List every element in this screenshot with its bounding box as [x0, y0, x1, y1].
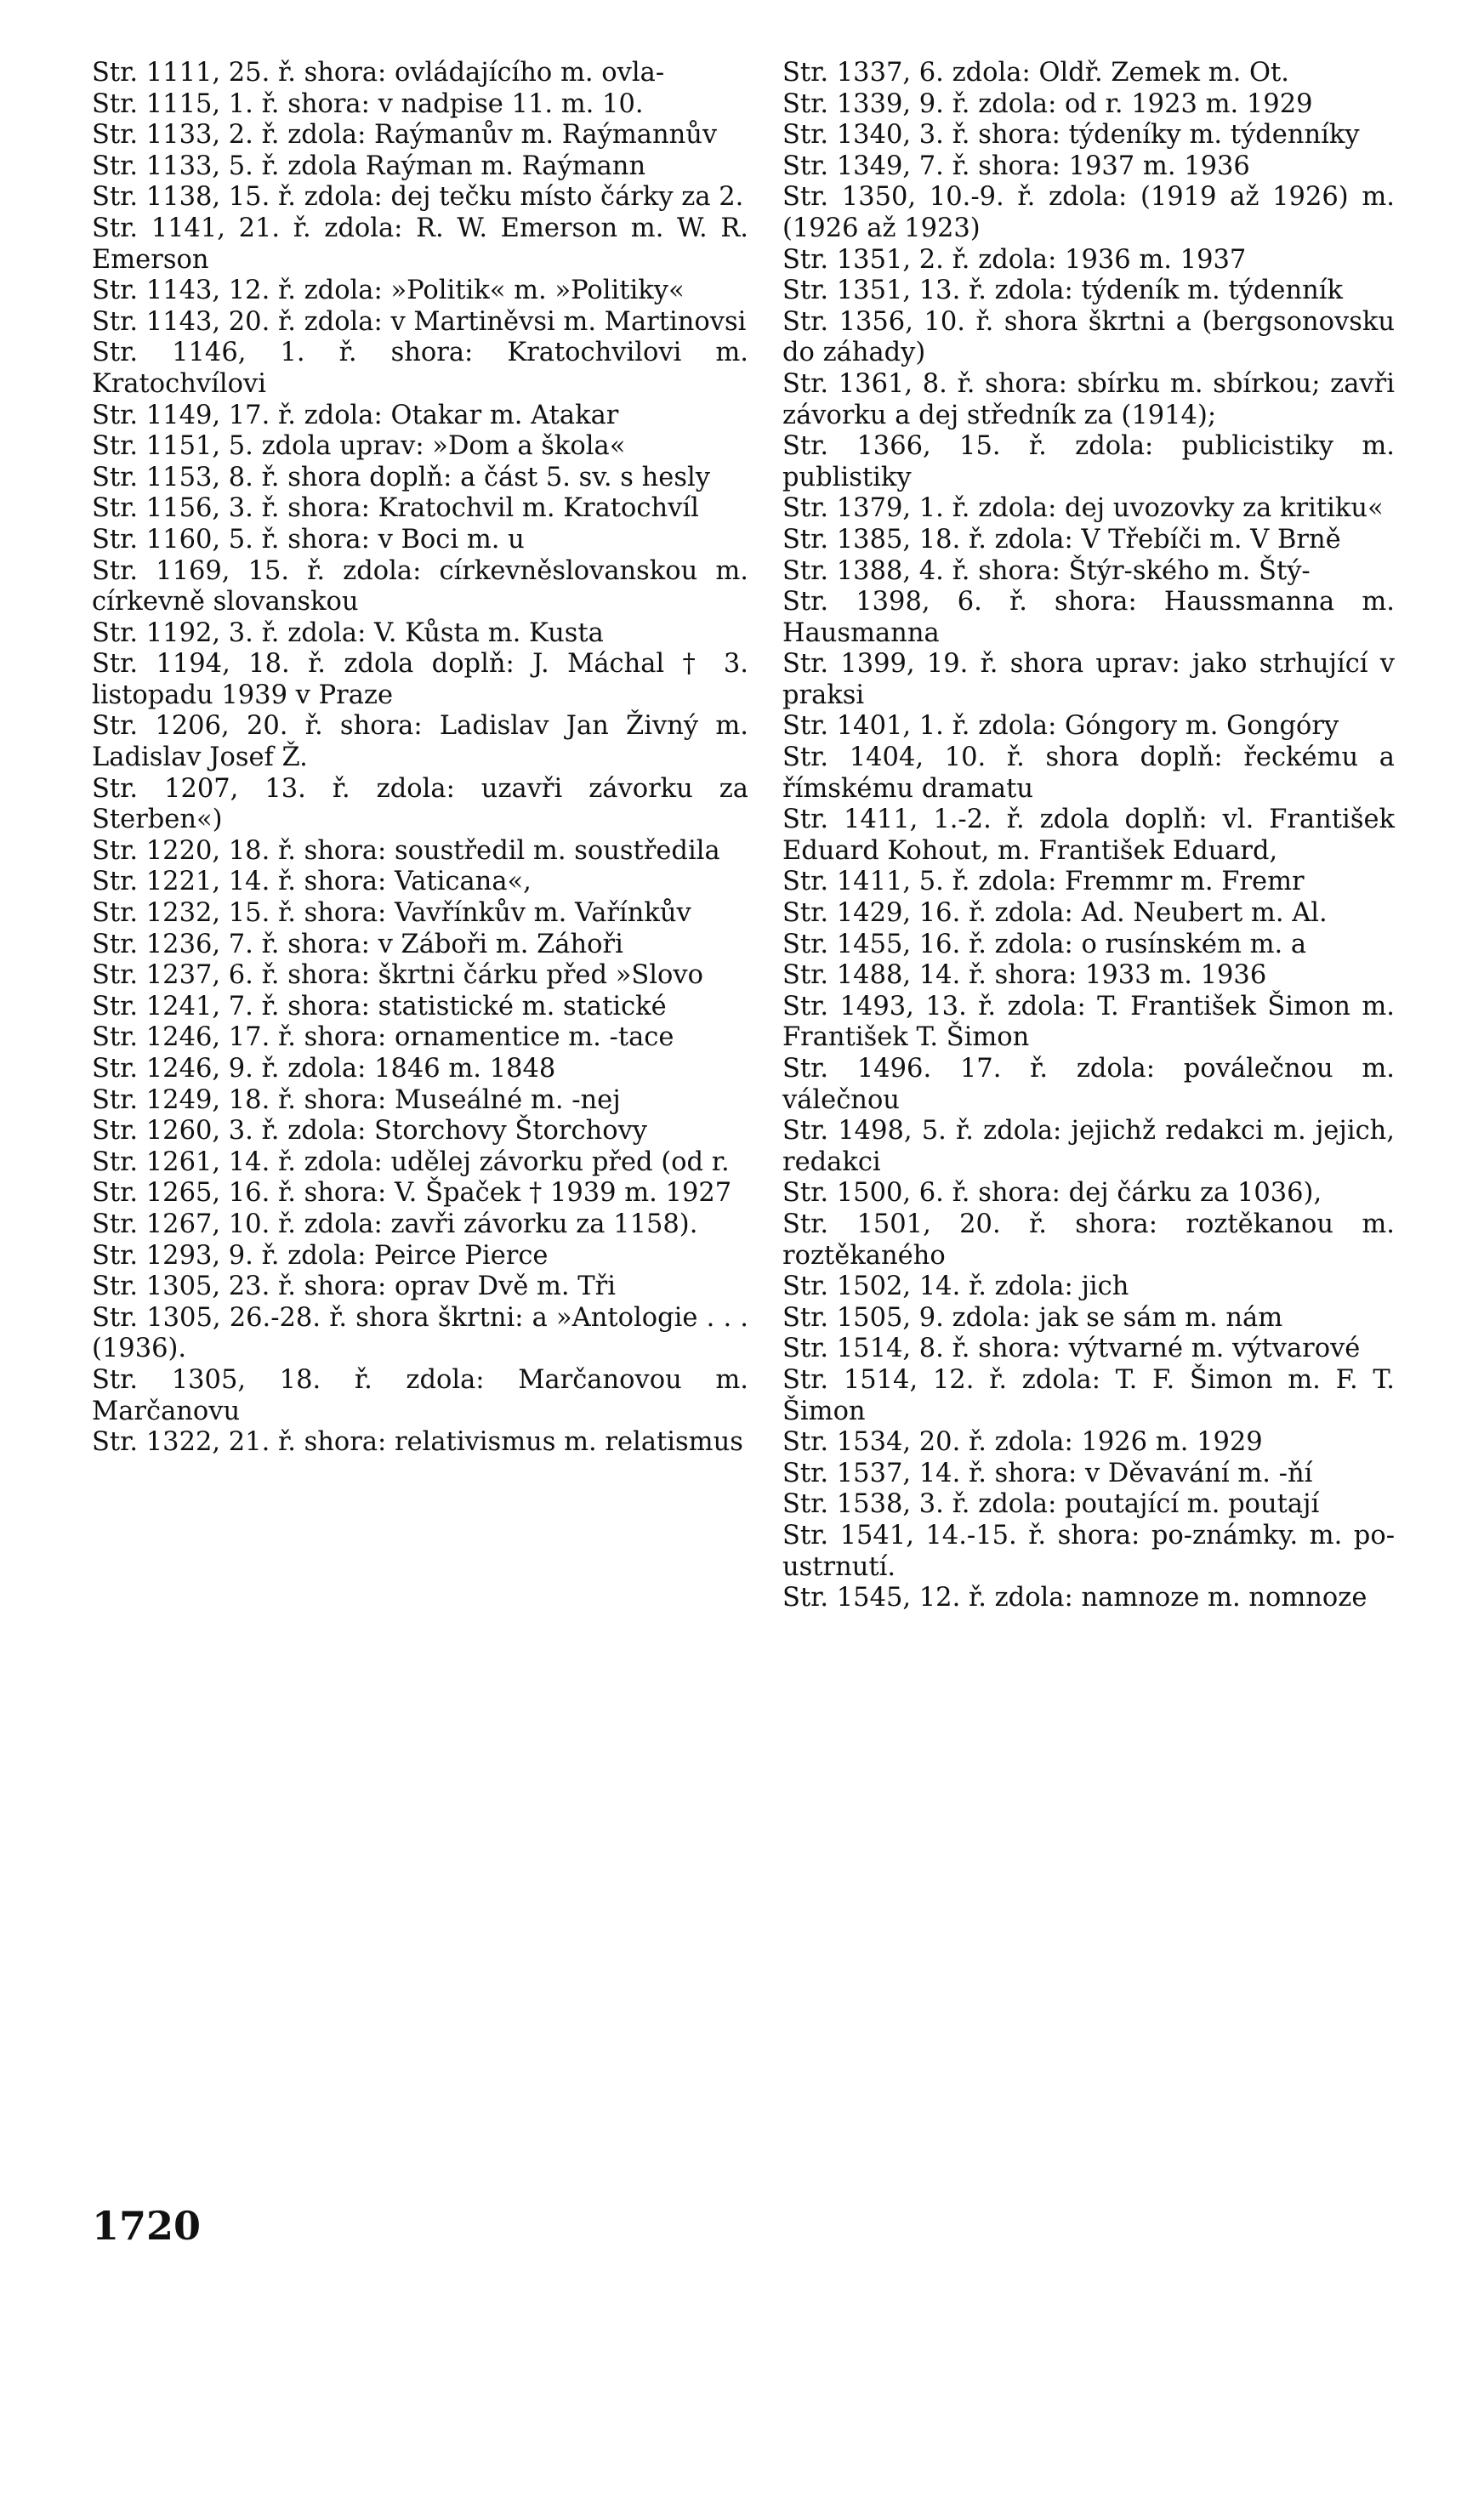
errata-entry: Str. 1401, 1. ř. zdola: Góngory m. Gongóry — [782, 711, 1339, 742]
errata-entry: Str. 1160, 5. ř. shora: v Boci m. u — [92, 524, 525, 555]
errata-entry: Str. 1133, 2. ř. zdola: Raýmanův m. Raýmannův — [92, 120, 718, 151]
errata-entry: Str. 1249, 18. ř. shora: Museálné m. -nej — [92, 1084, 621, 1115]
errata-entry: Str. 1385, 18. ř. zdola: V Třebíči m. V Brně — [782, 524, 1341, 555]
errata-entry: Str. 1514, 8. ř. shora: výtvarné m. výtvarové — [782, 1334, 1361, 1364]
errata-entry: Str. 1111, 25. ř. shora: ovládajícího m. ovla- — [92, 58, 665, 88]
errata-entry: Str. 1305, 26.-28. ř. shora škrtni: a »Antologie . . . (1936). — [92, 1302, 748, 1364]
errata-entry: Str. 1246, 17. ř. shora: ornamentice m. -tace — [92, 1022, 674, 1053]
errata-entry: Str. 1146, 1. ř. shora: Kratochvilovi m. Kratochvílovi — [92, 338, 748, 399]
errata-entry: Str. 1514, 12. ř. zdola: T. F. Šimon m. F. T. Šimon — [782, 1364, 1395, 1426]
errata-entry: Str. 1399, 19. ř. shora uprav: jako strhující v praksi — [782, 649, 1395, 710]
errata-entry: Str. 1322, 21. ř. shora: relativismus m. relatismus — [92, 1427, 743, 1458]
errata-entry: Str. 1194, 18. ř. zdola doplň: J. Máchal † 3. listopadu 1939 v Praze — [92, 649, 748, 710]
errata-entry: Str. 1398, 6. ř. shora: Haussmanna m. Hausmanna — [782, 587, 1395, 648]
errata-entry: Str. 1151, 5. zdola uprav: »Dom a škola« — [92, 431, 626, 462]
errata-entry: Str. 1133, 5. ř. zdola Raýman m. Raýmann — [92, 151, 646, 181]
errata-entry: Str. 1411, 5. ř. zdola: Fremmr m. Fremr — [782, 867, 1305, 897]
errata-entry: Str. 1339, 9. ř. zdola: od r. 1923 m. 1929 — [782, 88, 1313, 119]
errata-entry: Str. 1169, 15. ř. zdola: církevněslovanskou m. církevně slovanskou — [92, 555, 748, 617]
errata-entry: Str. 1538, 3. ř. zdola: poutající m. poutají — [782, 1489, 1320, 1520]
errata-entry: Str. 1498, 5. ř. zdola: jejichž redakci m. jejich, redakci — [782, 1116, 1395, 1177]
errata-entry: Str. 1267, 10. ř. zdola: zavři závorku za 1158). — [92, 1209, 698, 1239]
errata-entry: Str. 1221, 14. ř. shora: Vaticana«, — [92, 867, 532, 897]
errata-entry: Str. 1488, 14. ř. shora: 1933 m. 1936 — [782, 960, 1267, 991]
errata-entry: Str. 1241, 7. ř. shora: statistické m. statické — [92, 991, 667, 1021]
errata-entry: Str. 1356, 10. ř. shora škrtni a (bergsonovsku do záhady) — [782, 306, 1395, 368]
errata-column-right — [782, 58, 1395, 1614]
errata-entry: Str. 1496. 17. ř. zdola: poválečnou m. válečnou — [782, 1054, 1395, 1115]
errata-entry: Str. 1232, 15. ř. shora: Vavřínkův m. Vařínkův — [92, 898, 691, 929]
errata-entry: Str. 1361, 8. ř. shora: sbírku m. sbírkou; zavři závorku a dej středník za (1914); — [782, 368, 1395, 430]
errata-entry: Str. 1237, 6. ř. shora: škrtni čárku před »Slovo — [92, 960, 703, 991]
errata-entry: Str. 1261, 14. ř. zdola: udělej závorku před (od r. — [92, 1147, 730, 1177]
errata-entry: Str. 1349, 7. ř. shora: 1937 m. 1936 — [782, 151, 1250, 181]
errata-entry: Str. 1545, 12. ř. zdola: namnoze m. nomnoze — [782, 1583, 1367, 1613]
errata-entry: Str. 1141, 21. ř. zdola: R. W. Emerson m. W. R. Emerson — [92, 213, 748, 275]
errata-entry: Str. 1455, 16. ř. zdola: o rusínském m. a — [782, 929, 1307, 959]
errata-entry: Str. 1505, 9. zdola: jak se sám m. nám — [782, 1302, 1283, 1333]
errata-entry: Str. 1351, 2. ř. zdola: 1936 m. 1937 — [782, 244, 1247, 275]
errata-entry: Str. 1138, 15. ř. zdola: dej tečku místo čárky za 2. — [92, 182, 744, 213]
errata-column-left — [92, 58, 748, 1459]
errata-entry: Str. 1501, 20. ř. shora: roztěkanou m. roztěkaného — [782, 1209, 1395, 1271]
errata-entry: Str. 1192, 3. ř. zdola: V. Kůsta m. Kusta — [92, 617, 604, 648]
errata-entry: Str. 1220, 18. ř. shora: soustředil m. soustředila — [92, 835, 720, 866]
errata-entry: Str. 1500, 6. ř. shora: dej čárku za 1036), — [782, 1178, 1322, 1209]
errata-entry: Str. 1541, 14.-15. ř. shora: po-známky. m. po-ustrnutí. — [782, 1520, 1395, 1582]
errata-entry: Str. 1411, 1.-2. ř. zdola doplň: vl. František Eduard Kohout, m. František Eduard, — [782, 805, 1395, 866]
errata-entry: Str. 1534, 20. ř. zdola: 1926 m. 1929 — [782, 1427, 1263, 1458]
errata-entry: Str. 1305, 23. ř. shora: oprav Dvě m. Tři — [92, 1272, 616, 1302]
errata-entry: Str. 1366, 15. ř. zdola: publicistiky m. publistiky — [782, 431, 1395, 492]
errata-entry: Str. 1340, 3. ř. shora: týdeníky m. týdenníky — [782, 120, 1360, 151]
errata-entry: Str. 1337, 6. zdola: Oldř. Zemek m. Ot. — [782, 58, 1290, 88]
errata-entry: Str. 1379, 1. ř. zdola: dej uvozovky za kritiku« — [782, 493, 1384, 524]
errata-entry: Str. 1206, 20. ř. shora: Ladislav Jan Živný m. Ladislav Josef Ž. — [92, 711, 748, 773]
errata-entry: Str. 1143, 12. ř. zdola: »Politik« m. »Politiky« — [92, 276, 685, 306]
errata-entry: Str. 1265, 16. ř. shora: V. Špaček † 1939 m. 1927 — [92, 1178, 732, 1209]
errata-entry: Str. 1493, 13. ř. zdola: T. František Šimon m. František T. Šimon — [782, 991, 1395, 1053]
errata-entry: Str. 1429, 16. ř. zdola: Ad. Neubert m. Al. — [782, 898, 1328, 929]
errata-entry: Str. 1156, 3. ř. shora: Kratochvil m. Kratochvíl — [92, 493, 699, 524]
errata-entry: Str. 1246, 9. ř. zdola: 1846 m. 1848 — [92, 1054, 556, 1084]
errata-entry: Str. 1293, 9. ř. zdola: Peirce Pierce — [92, 1240, 549, 1271]
errata-entry: Str. 1537, 14. ř. shora: v Děvavání m. -ňí — [782, 1458, 1313, 1488]
errata-entry: Str. 1207, 13. ř. zdola: uzavři závorku za Sterben«) — [92, 773, 748, 835]
errata-entry: Str. 1388, 4. ř. shora: Štýr-ského m. Štý- — [782, 555, 1311, 586]
errata-entry: Str. 1351, 13. ř. zdola: týdeník m. týdenník — [782, 276, 1343, 306]
errata-entry: Str. 1149, 17. ř. zdola: Otakar m. Atakar — [92, 400, 619, 430]
errata-entry: Str. 1153, 8. ř. shora doplň: a část 5. sv. s hesly — [92, 462, 710, 492]
errata-entry: Str. 1115, 1. ř. shora: v nadpise 11. m. 10. — [92, 88, 644, 119]
errata-entry: Str. 1260, 3. ř. zdola: Storchovy Štorchovy — [92, 1116, 648, 1147]
errata-entry: Str. 1350, 10.-9. ř. zdola: (1919 až 1926) m. (1926 až 1923) — [782, 182, 1395, 243]
page-number: 1720 — [92, 2203, 202, 2249]
errata-entry: Str. 1236, 7. ř. shora: v Záboři m. Záhoři — [92, 929, 623, 959]
errata-entry: Str. 1305, 18. ř. zdola: Marčanovou m. Marčanovu — [92, 1364, 748, 1426]
errata-entry: Str. 1143, 20. ř. zdola: v Martiněvsi m. Martinovsi — [92, 306, 747, 337]
errata-entry: Str. 1404, 10. ř. shora doplň: řeckému a římskému dramatu — [782, 743, 1395, 804]
errata-entry: Str. 1502, 14. ř. zdola: jich — [782, 1272, 1129, 1302]
